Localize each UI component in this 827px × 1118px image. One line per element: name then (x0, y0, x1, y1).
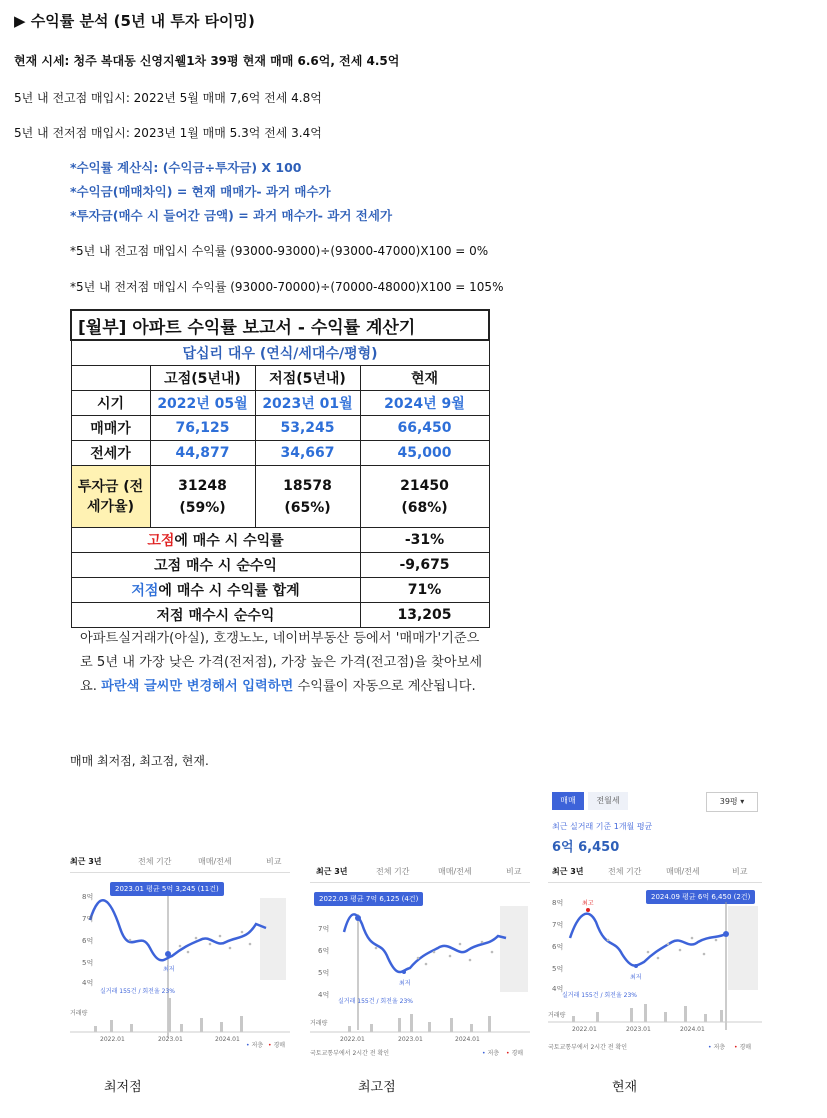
calc-low: *5년 내 전저점 매입시 수익률 (93000-70000)÷(70000-48000)X100 = 105% (70, 280, 504, 294)
y-label: 5억 (82, 959, 94, 967)
row-label-investment: 투자금 (전세가율) (71, 466, 150, 528)
forecast-shade (260, 898, 286, 980)
invest-amount: 18578 (283, 477, 332, 494)
transaction-dots (375, 941, 494, 966)
volume-summary: 실거래 155건 / 회전율 23% (100, 988, 176, 995)
y-label: 8억 (82, 893, 94, 901)
y-label: 6억 (82, 937, 94, 945)
current-point-marker (723, 931, 729, 937)
row-label-sale: 매매가 (71, 416, 150, 441)
tab-recent-3y[interactable]: 최근 3년 (70, 857, 102, 866)
sheet-note (80, 627, 490, 699)
invest-amount: 31248 (178, 477, 227, 494)
y-label: 8억 (552, 899, 564, 907)
tab-sale[interactable]: 매매 (552, 792, 584, 810)
cell-jeonse-low: 34,667 (255, 441, 360, 466)
x-label: 2022.01 (100, 1036, 125, 1043)
price-chart-panel-low (70, 848, 290, 1048)
avg-label: 최근 실거래 기준 1개월 평균 (552, 822, 653, 831)
size-select-value: 39평 (719, 797, 738, 806)
y-label: 4억 (82, 979, 94, 987)
cell-sale-high: 76,125 (150, 416, 255, 441)
summary-high-net-label: 고점 매수 시 순수익 (71, 553, 360, 578)
volume-summary: 실거래 155건 / 회전율 23% (562, 992, 638, 999)
row-label-jeonse: 전세가 (71, 441, 150, 466)
caption-lowest: 최저점 (104, 1080, 142, 1095)
x-label: 2023.01 (398, 1036, 423, 1043)
tab-all-period[interactable]: 전체 기간 (376, 867, 410, 876)
cell-jeonse-high: 44,877 (150, 441, 255, 466)
tab-compare[interactable]: 비교 (732, 867, 748, 876)
caption-current: 현재 (612, 1080, 638, 1095)
avg-value: 6억 6,450 (552, 840, 620, 855)
y-label: 5억 (552, 965, 564, 973)
summary-high-keyword: 고점 (147, 533, 175, 549)
col-header-high: 고점(5년내) (150, 366, 255, 391)
low-point-marker (402, 970, 406, 974)
cell-period-current: 2024년 9월 (360, 391, 489, 416)
volume-summary: 실거래 155건 / 회전율 23% (338, 998, 414, 1005)
y-label: 4억 (552, 985, 564, 993)
cell-invest-high (150, 466, 255, 528)
volume-axis-label: 거래량 (310, 1020, 328, 1027)
forecast-shade (500, 906, 528, 992)
summary-high-rate-label (71, 528, 360, 553)
data-source: 국토교통부에서 2시간 전 확인 (548, 1044, 628, 1051)
summary-low-rest: 에 매수 시 수익률 합계 (158, 583, 300, 599)
y-label: 7억 (82, 915, 94, 923)
section-label: 매매 최저점, 최고점, 현재. (70, 754, 209, 768)
legend-auction: • 경매 (734, 1044, 752, 1051)
chevron-down-icon: ▾ (740, 797, 745, 806)
col-header-current: 현재 (360, 366, 489, 391)
tab-all-period[interactable]: 전체 기간 (138, 857, 172, 866)
col-header-low: 저점(5년내) (255, 366, 360, 391)
formula-investment: *투자금(매수 시 들어간 금액) = 과거 매수가- 과거 전세가 (70, 208, 393, 223)
summary-low-net-value: 13,205 (360, 603, 489, 628)
price-chart (310, 858, 530, 1060)
high-purchase-line: 5년 내 전고점 매입시: 2022년 5월 매매 7,6억 전세 4.8억 (14, 91, 322, 105)
volume-bars (348, 1014, 491, 1032)
tab-sale-jeonse[interactable]: 매매/전세 (198, 857, 232, 866)
price-chart-panel-current (548, 790, 762, 1060)
formula-rate: *수익률 계산식: (수익금÷투자금) X 100 (70, 160, 302, 175)
current-price-line: 현재 시세: 청주 복대동 신영지웰1차 39평 현재 매매 6.6억, 전세 4.5억 (14, 54, 400, 68)
x-label: 2023.01 (626, 1026, 651, 1033)
x-label: 2024.01 (455, 1036, 480, 1043)
forecast-shade (728, 906, 758, 990)
tab-sale-jeonse[interactable]: 매매/전세 (666, 867, 700, 876)
price-chart-panel-high (310, 858, 530, 1060)
legend-low-floor: • 저층 (708, 1044, 726, 1051)
volume-axis-label: 거래량 (548, 1012, 566, 1019)
note-text-end: 수익률이 자동으로 계산됩니다. (297, 679, 476, 694)
invest-ratio: (59%) (179, 499, 226, 516)
legend-auction: • 경매 (268, 1042, 286, 1049)
formula-profit: *수익금(매매차익) = 현재 매매가- 과거 매수가 (70, 184, 331, 199)
low-point-label: 최저 (399, 980, 411, 987)
cell-period-low: 2023년 01월 (255, 391, 360, 416)
x-label: 2022.01 (340, 1036, 365, 1043)
tab-all-period[interactable]: 전체 기간 (608, 867, 642, 876)
y-label: 5억 (318, 969, 330, 977)
volume-bars (572, 1004, 723, 1022)
high-point-marker (586, 908, 590, 912)
volume-axis-label: 거래량 (70, 1010, 88, 1017)
price-line (570, 914, 726, 966)
low-point-marker (634, 964, 638, 968)
chart-tooltip: 2023.01 평균 5억 3,245 (11건) (110, 882, 224, 896)
cell-invest-low (255, 466, 360, 528)
y-label: 6억 (318, 947, 330, 955)
tab-sale-jeonse[interactable]: 매매/전세 (438, 867, 472, 876)
y-label: 7억 (552, 921, 564, 929)
summary-low-rate-value: 71% (360, 578, 489, 603)
x-label: 2024.01 (680, 1026, 705, 1033)
cell-sale-low: 53,245 (255, 416, 360, 441)
note-text: 아파트실거래가(아실), 호갱노노, 네이버부동산 등에서 '매매가'기준으로 5년 내 가장 낮은 가격(전저점), 가장 높은 가격(전고점)을 찾아보세요. (80, 631, 483, 694)
sheet-subtitle: 답십리 대우 (연식/세대수/평형) (71, 340, 489, 366)
note-highlight: 파란색 글씨만 변경해서 입력하면 (101, 679, 294, 694)
x-label: 2024.01 (215, 1036, 240, 1043)
chart-tooltip: 2022.03 평균 7억 6,125 (4건) (314, 892, 423, 906)
invest-ratio: (68%) (401, 499, 448, 516)
data-source: 국토교통부에서 2시간 전 확인 (310, 1050, 390, 1057)
tab-compare[interactable]: 비교 (266, 857, 282, 866)
caption-highest: 최고점 (358, 1080, 396, 1095)
x-label: 2022.01 (572, 1026, 597, 1033)
cell-jeonse-current: 45,000 (360, 441, 489, 466)
summary-low-rate-label (71, 578, 360, 603)
volume-bars (94, 998, 243, 1032)
low-point-label: 최저 (630, 974, 642, 981)
price-line (90, 900, 266, 960)
summary-low-keyword: 저점 (131, 583, 159, 599)
row-label-period: 시기 (71, 391, 150, 416)
summary-high-rate-value: -31% (360, 528, 489, 553)
invest-amount: 21450 (400, 477, 449, 494)
cell-sale-current: 66,450 (360, 416, 489, 441)
tab-rent[interactable]: 전월세 (588, 792, 628, 810)
high-point-label: 최고 (582, 900, 594, 907)
x-label: 2023.01 (158, 1036, 183, 1043)
y-label: 7억 (318, 925, 330, 933)
high-point-marker (355, 915, 361, 921)
y-label: 6억 (552, 943, 564, 951)
low-point-marker (165, 951, 171, 957)
summary-high-rest: 에 매수 시 수익률 (174, 533, 284, 549)
tab-recent-3y[interactable]: 최근 3년 (552, 867, 584, 876)
invest-ratio: (65%) (284, 499, 331, 516)
price-chart (548, 790, 762, 1060)
price-chart (70, 848, 290, 1048)
low-purchase-line: 5년 내 전저점 매입시: 2023년 1월 매매 5.3억 전세 3.4억 (14, 126, 322, 140)
legend-low-floor: • 저층 (246, 1042, 264, 1049)
cell-invest-current (360, 466, 489, 528)
summary-low-net-label: 저점 매수시 순수익 (71, 603, 360, 628)
legend-low-floor: • 저층 (482, 1050, 500, 1057)
tab-recent-3y[interactable]: 최근 3년 (316, 867, 348, 876)
chart-tooltip: 2024.09 평균 6억 6,450 (2건) (646, 890, 755, 904)
page-heading: ▶ 수익률 분석 (5년 내 투자 타이밍) (14, 12, 255, 30)
y-label: 4억 (318, 991, 330, 999)
summary-high-net-value: -9,675 (360, 553, 489, 578)
legend-auction: • 경매 (506, 1050, 524, 1057)
cell-period-high: 2022년 05월 (150, 391, 255, 416)
sheet-title: [월부] 아파트 수익률 보고서 - 수익률 계산기 (71, 310, 489, 340)
tab-compare[interactable]: 비교 (506, 867, 522, 876)
calc-high: *5년 내 전고점 매입시 수익률 (93000-93000)÷(93000-47000)X100 = 0% (70, 244, 489, 258)
low-point-label: 최저 (163, 966, 175, 973)
